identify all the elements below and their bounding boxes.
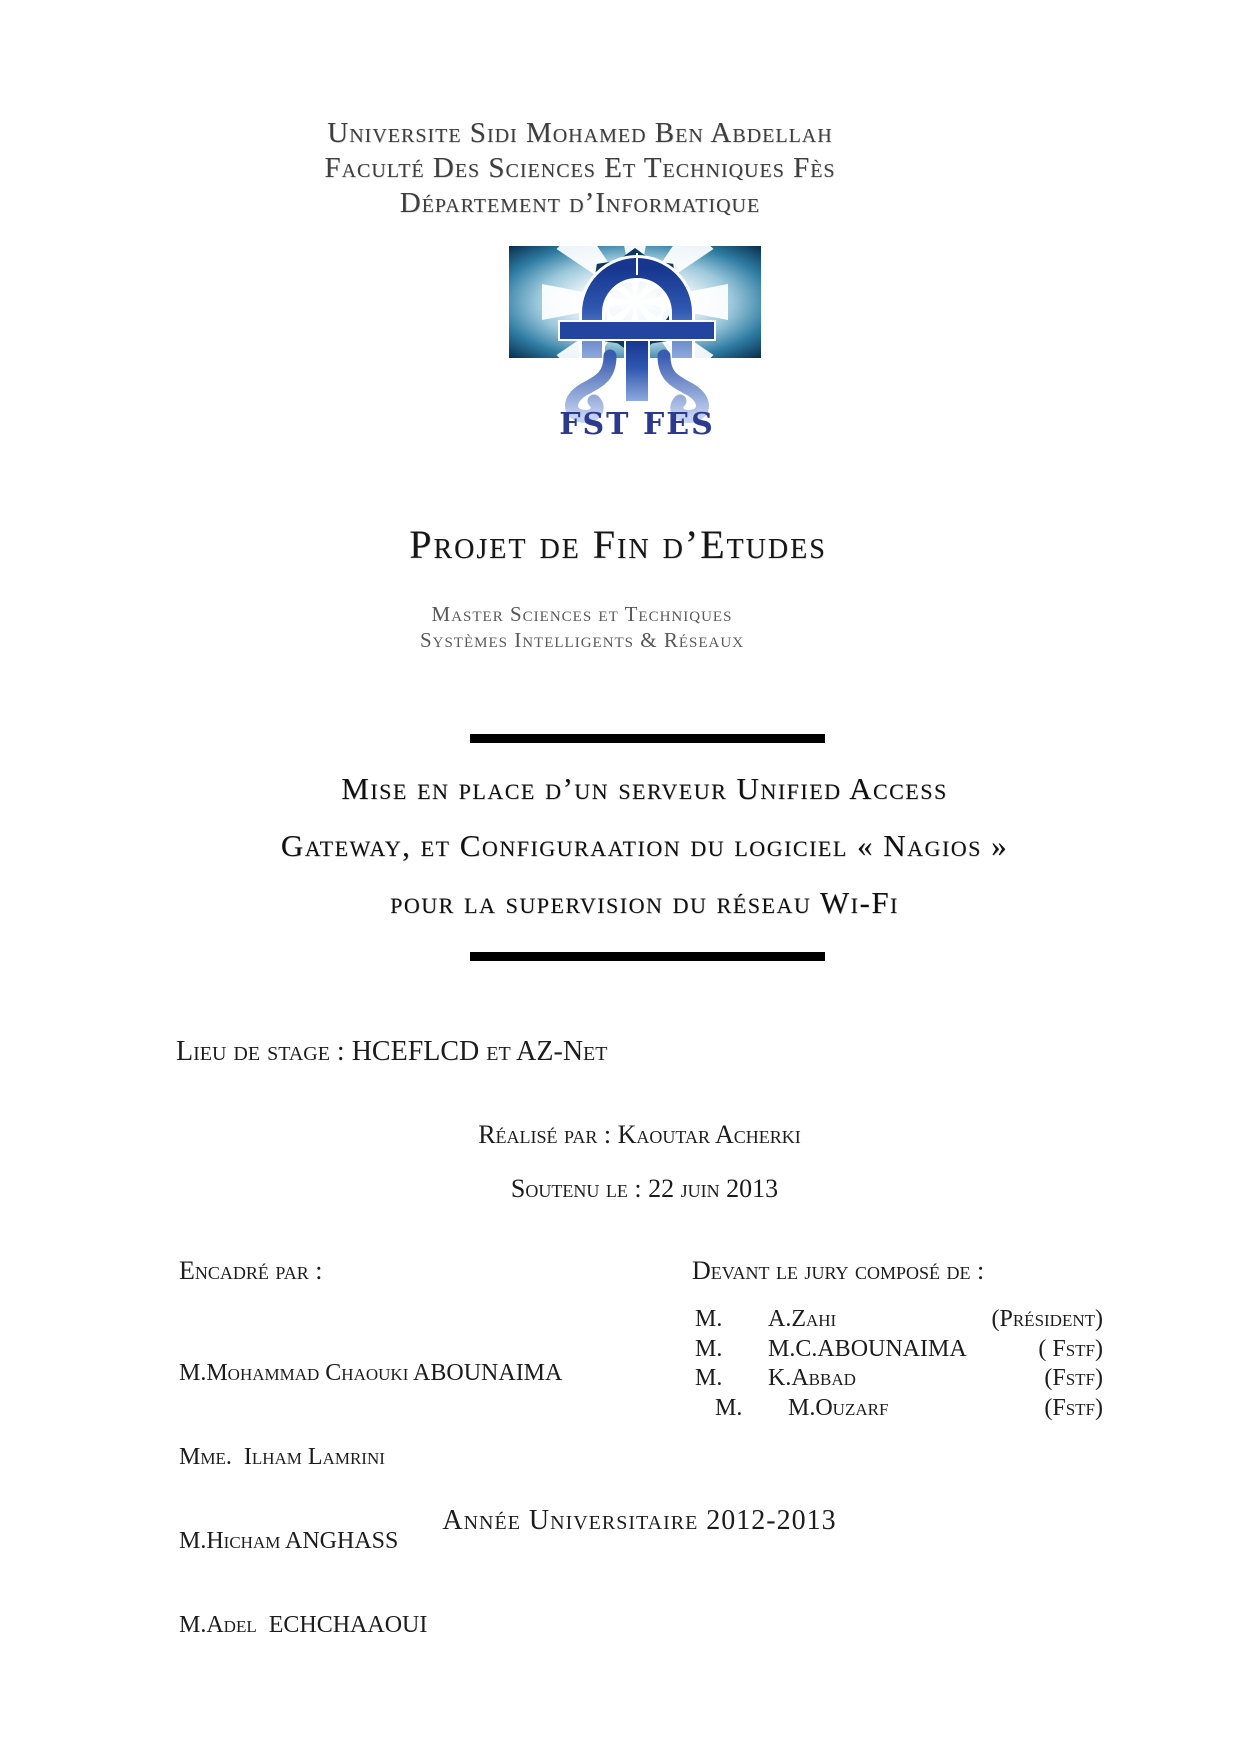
jury-member-name: M.Ouzarf bbox=[788, 1394, 889, 1421]
jury-member-title: M. bbox=[695, 1365, 723, 1391]
fst-logo bbox=[505, 243, 765, 443]
jury-member-title: M. bbox=[695, 1306, 723, 1332]
thesis-title-line-3: pour la supervision du réseau Wi-Fi bbox=[390, 885, 899, 920]
jury-member-affiliation: (Fstf) bbox=[1044, 1365, 1103, 1391]
jury-member-name: K.Abbad bbox=[768, 1365, 856, 1391]
jury-member-name: M.C.ABOUNAIMA bbox=[768, 1335, 967, 1362]
fst-logo-emblem bbox=[505, 243, 765, 443]
program-line-1: Master Sciences et Techniques bbox=[431, 602, 733, 626]
supervisor-name: M.Adel ECHCHAAOUI bbox=[179, 1612, 428, 1638]
thesis-title bbox=[24, 760, 1241, 931]
program-block bbox=[0, 601, 1164, 653]
academic-year: Année Universitaire 2012-2013 bbox=[442, 1505, 837, 1536]
defense-date-line: Soutenu le : 22 juin 2013 bbox=[510, 1174, 779, 1203]
supervisors-heading: Encadré par : bbox=[179, 1256, 323, 1285]
thesis-title-line-1: Mise en place d’un serveur Unified Access bbox=[341, 771, 948, 806]
jury-list bbox=[695, 1305, 1103, 1423]
university-name: Universite Sidi Mohamed Ben Abdellah bbox=[327, 117, 833, 149]
thesis-title-line-2: Gateway, et Configuraation du logiciel « Nagios » bbox=[280, 828, 1009, 863]
jury-row bbox=[695, 1394, 1103, 1424]
internship-line: Lieu de stage : HCEFLCD et AZ-Net bbox=[176, 1036, 608, 1067]
author-line: Réalisé par : Kaoutar Acherki bbox=[478, 1120, 801, 1149]
jury-member-title: M. bbox=[715, 1394, 743, 1421]
supervisor-name: Mme. Ilham Lamrini bbox=[179, 1444, 385, 1470]
logo-caption: FST FES bbox=[559, 407, 715, 442]
faculty-name: Faculté Des Sciences Et Techniques Fès bbox=[324, 152, 836, 184]
university-header bbox=[0, 116, 1160, 221]
divider-bar-bottom bbox=[470, 952, 825, 961]
supervisor-name: M.Mohammad Chaouki ABOUNAIMA bbox=[179, 1360, 563, 1386]
document-type-title: Projet de Fin d’Etudes bbox=[409, 522, 827, 567]
program-line-2: Systèmes Intelligents & Réseaux bbox=[419, 628, 745, 652]
jury-member-affiliation: (Président) bbox=[991, 1306, 1103, 1332]
jury-heading: Devant le jury composé de : bbox=[692, 1256, 985, 1285]
jury-row bbox=[695, 1364, 1103, 1394]
jury-member-affiliation: (Fstf) bbox=[1044, 1394, 1103, 1421]
jury-member-name: A.Zahi bbox=[768, 1306, 837, 1332]
jury-member-affiliation: ( Fstf) bbox=[1038, 1335, 1103, 1362]
divider-bar-top bbox=[470, 734, 825, 743]
supervisor-name: M.Hicham ANGHASS bbox=[179, 1528, 399, 1554]
jury-row bbox=[695, 1305, 1103, 1335]
jury-row bbox=[695, 1335, 1103, 1365]
jury-member-title: M. bbox=[695, 1335, 723, 1362]
department-name: Département d’Informatique bbox=[399, 187, 761, 219]
supervisors-list bbox=[179, 1303, 562, 1667]
